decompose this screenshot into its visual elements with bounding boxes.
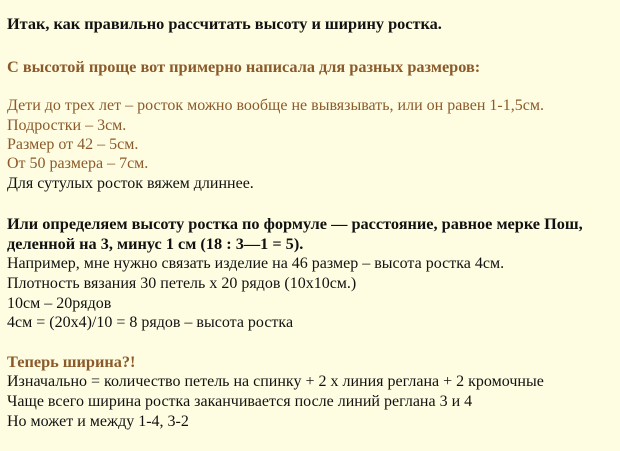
formula-heading-line-1: Или определяем высоту ростка по формуле — расстояние, равное мерке Пош, bbox=[7, 214, 583, 233]
height-note: Для сутулых росток вяжем длиннее. bbox=[7, 175, 254, 192]
formula-rows-line: 10см – 20рядов bbox=[7, 295, 112, 312]
width-heading: Теперь ширина?! bbox=[7, 352, 136, 371]
formula-result-line: 4см = (20х4)/10 = 8 рядов – высота ростка bbox=[7, 314, 294, 331]
width-formula-line: Изначально = количество петель на спинку + 2 х линия реглана + 2 кромочные bbox=[7, 373, 544, 390]
intro-title: Итак, как правильно рассчитать высоту и ширину ростка. bbox=[7, 14, 442, 33]
height-item-size-42: Размер от 42 – 5см. bbox=[7, 136, 139, 153]
height-item-children: Дети до трех лет – росток можно вообще не вывязывать, или он равен 1-1,5см. bbox=[7, 97, 544, 114]
height-heading: С высотой проще вот примерно написала для разных размеров: bbox=[7, 57, 481, 76]
height-item-teens: Подростки – 3см. bbox=[7, 117, 127, 134]
formula-density-line: Плотность вязания 30 петель х 20 рядов (10х10см.) bbox=[7, 275, 357, 292]
width-common-line: Чаще всего ширина ростка заканчивается после линий реглана 3 и 4 bbox=[7, 393, 473, 410]
height-item-size-50: От 50 размера – 7см. bbox=[7, 155, 149, 172]
formula-example-line: Например, мне нужно связать изделие на 46 размер – высота ростка 4см. bbox=[7, 255, 505, 272]
article-body bbox=[7, 0, 615, 451]
width-alternative-line: Но может и между 1-4, 3-2 bbox=[7, 413, 189, 430]
formula-heading-line-2: деленной на 3, минус 1 см (18 : 3—1 = 5). bbox=[7, 234, 304, 253]
